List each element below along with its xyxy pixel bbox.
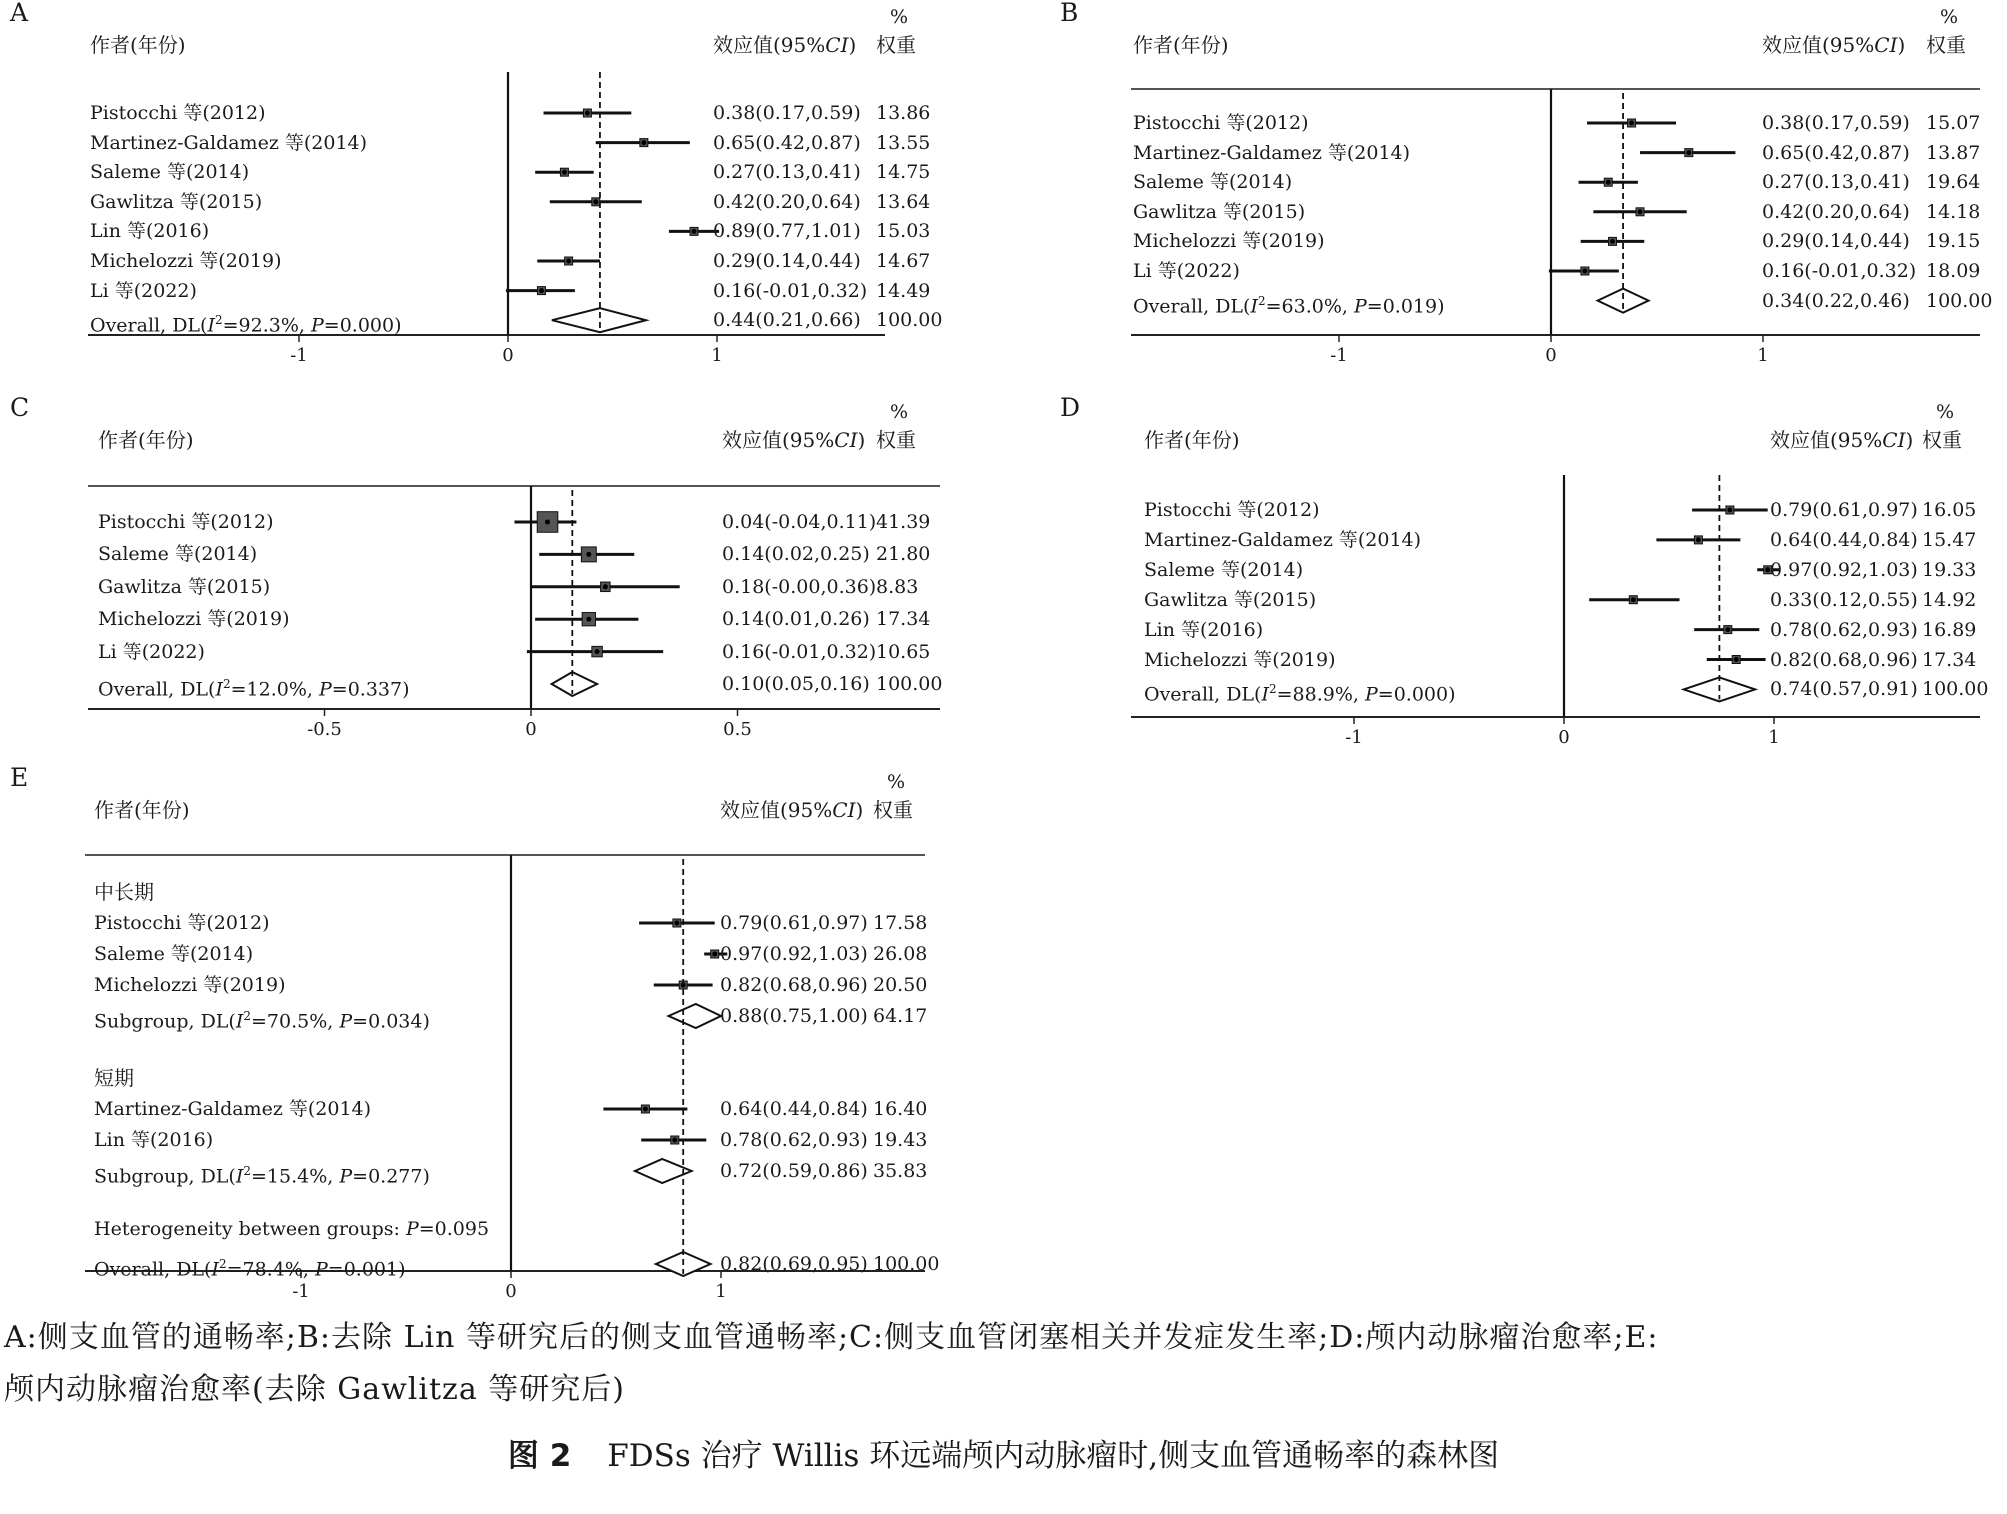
effect-header: 效应值(95%CI) [1770,428,1914,452]
weight-value: 14.92 [1922,588,1977,611]
weight-header: 权重 [876,428,916,452]
overall-label: Overall, $DL(I^2=92.3\%$, P=0.000) [90,313,402,337]
author-header: 作者(年份) [90,33,186,57]
weight-value: 13.87 [1926,141,1981,164]
x-tick-label: 1 [715,1281,727,1302]
weight-value: 26.08 [873,943,928,965]
percent-label: % [1936,401,1955,423]
weight-header: 权重 [1926,33,1966,57]
study-point-center [1629,121,1634,126]
study-point-center [641,140,646,145]
effect-ci-value: 0.65(0.42,0.87) [1762,141,1910,164]
weight-value: 14.75 [876,161,931,184]
weight-value: 20.50 [873,974,928,996]
author-header: 作者(年份) [98,428,194,452]
study-label: Saleme 等(2014) [1133,171,1293,194]
effect-ci-value: 0.18(-0.00,0.36) [722,575,877,598]
x-tick-label: 0 [525,719,537,740]
study-point-center [712,952,717,957]
weight-value: 18.09 [1926,260,1981,282]
effect-ci-value: 0.14(0.02,0.25) [722,543,870,566]
overall-label: Overall, $DL(I^2=12.0\%$, P=0.337) [98,677,410,701]
x-tick-label: 0.5 [723,719,752,740]
study-point-center [595,649,600,654]
study-label: Pistocchi 等(2012) [90,102,266,124]
weight-value: 35.83 [873,1160,928,1182]
study-label: Martinez-Galdamez 等(2014) [1144,528,1422,551]
forest-panel-a [0,0,960,380]
study-label: Michelozzi 等(2019) [1144,648,1336,671]
caption-line-2: 颅内动脉瘤治愈率(去除 Gawlitza 等研究后) [4,1372,625,1407]
study-point-center [545,520,550,525]
overall-label: Overall, $DL(I^2=78.4\%$, P=0.001) [94,1257,406,1281]
weight-value: 14.18 [1926,200,1981,223]
study-point-center [692,229,697,234]
study-point-center [603,584,608,589]
effect-ci-value: 0.97(0.92,1.03) [1770,558,1918,581]
weight-value: 64.17 [873,1005,928,1027]
study-label: Pistocchi 等(2012) [98,511,274,533]
effect-ci-value: 0.42(0.20,0.64) [1762,200,1910,223]
x-tick-label: -0.5 [307,719,342,740]
panel-letter: B [1060,0,1079,27]
subgroup-heading: 中长期 [94,880,154,904]
study-point-center [1696,537,1701,542]
panel-letter: C [10,393,30,422]
weight-value: 8.83 [876,575,919,598]
forest-panel-c [0,395,960,775]
x-tick-label: 1 [711,345,723,366]
study-point-center [1631,597,1636,602]
weight-value: 19.43 [873,1129,928,1151]
study-label: Michelozzi 等(2019) [94,974,286,996]
figure-title-text: FDSs 治疗 Willis 环远端颅内动脉瘤时,侧支血管通畅率的森林图 [607,1438,1500,1474]
weight-value: 100.00 [873,1253,940,1275]
x-tick-label: -1 [292,1281,310,1302]
forest-plot-svg [1050,395,2007,775]
effect-ci-value: 0.27(0.13,0.41) [1762,171,1910,194]
caption-line-1: A:侧支血管的通畅率;B:去除 Lin 等研究后的侧支血管通畅率;C:侧支血管闭塞相关并发症发生率;D:颅内动脉瘤治愈率;E: [4,1320,1659,1355]
subgroup-heading: 短期 [94,1066,134,1090]
study-label: Martinez-Galdamez 等(2014) [1133,141,1411,164]
weight-value: 16.89 [1922,618,1977,641]
study-point-center [1734,657,1739,662]
study-label: Gawlitza 等(2015) [98,575,271,598]
weight-header: 权重 [873,798,913,822]
overall-diamond [552,308,646,332]
weight-value: 19.64 [1926,171,1981,194]
study-label: Martinez-Galdamez 等(2014) [94,1098,372,1120]
effect-ci-value: 0.44(0.21,0.66) [713,309,861,332]
study-point-center [1582,269,1587,274]
effect-ci-value: 0.65(0.42,0.87) [713,131,861,154]
study-label: Li 等(2022) [1133,260,1240,282]
study-label: Gawlitza 等(2015) [1144,588,1317,611]
effect-ci-value: 0.64(0.44,0.84) [720,1098,868,1120]
effect-ci-value: 0.16(-0.01,0.32) [713,279,868,302]
percent-label: % [887,771,906,793]
effect-ci-value: 0.78(0.62,0.93) [720,1129,868,1151]
effect-ci-value: 0.16(-0.01,0.32) [1762,260,1917,282]
study-point-center [674,921,679,926]
effect-ci-value: 0.82(0.68,0.96) [1770,648,1918,671]
forest-panel-d [1050,395,2007,775]
weight-value: 15.03 [876,220,931,243]
weight-value: 17.34 [876,608,931,631]
effect-ci-value: 0.88(0.75,1.00) [720,1005,868,1027]
forest-panel-b [1050,0,2007,380]
effect-ci-value: 0.97(0.92,1.03) [720,943,868,965]
effect-header: 效应值(95%CI) [1762,33,1906,57]
weight-value: 19.33 [1922,558,1977,581]
weight-value: 15.07 [1926,112,1981,134]
subgroup-label: Subgroup, $DL(I^2=15.4\%$, P=0.277) [94,1164,430,1188]
study-point-center [539,288,544,293]
weight-value: 13.55 [876,131,931,154]
effect-ci-value: 0.79(0.61,0.97) [1770,499,1918,521]
panel-letter: E [10,763,29,792]
weight-value: 19.15 [1926,230,1981,253]
percent-label: % [890,6,909,28]
overall-diamond [552,672,597,696]
effect-header: 效应值(95%CI) [720,798,864,822]
effect-ci-value: 0.64(0.44,0.84) [1770,528,1918,551]
percent-label: % [1940,6,1959,28]
study-label: Li 等(2022) [98,640,205,663]
study-label: Michelozzi 等(2019) [90,250,282,272]
effect-ci-value: 0.74(0.57,0.91) [1770,678,1918,701]
study-label: Martinez-Galdamez 等(2014) [90,131,368,154]
x-tick-label: 0 [1558,727,1570,748]
author-header: 作者(年份) [94,798,190,822]
study-label: Lin 等(2016) [94,1129,214,1151]
weight-value: 10.65 [876,640,931,663]
weight-value: 14.67 [876,250,931,272]
study-point-center [1725,627,1730,632]
study-label: Pistocchi 等(2012) [94,912,270,934]
effect-ci-value: 0.78(0.62,0.93) [1770,618,1918,641]
study-label: Lin 等(2016) [1144,618,1264,641]
weight-value: 15.47 [1922,528,1977,551]
effect-ci-value: 0.29(0.14,0.44) [1762,230,1910,253]
x-tick-label: -1 [1330,345,1348,366]
weight-value: 16.05 [1922,499,1977,521]
weight-value: 100.00 [876,673,943,695]
weight-value: 17.34 [1922,648,1977,671]
study-label: Gawlitza 等(2015) [90,190,263,213]
author-header: 作者(年份) [1133,33,1229,57]
weight-header: 权重 [1922,428,1962,452]
weight-value: 21.80 [876,543,931,566]
overall-label: Overall, $DL(I^2=88.9\%$, P=0.000) [1144,682,1456,706]
x-tick-label: 0 [502,345,514,366]
subgroup-diamond [669,1004,722,1028]
x-tick-label: 0 [505,1281,517,1302]
study-point-center [1606,180,1611,185]
weight-value: 16.40 [873,1098,928,1120]
weight-value: 13.86 [876,102,931,124]
study-point-center [585,111,590,116]
study-label: Li 等(2022) [90,279,197,302]
effect-ci-value: 0.04(-0.04,0.11) [722,511,877,533]
study-point-center [1610,239,1615,244]
effect-ci-value: 0.38(0.17,0.59) [1762,112,1910,134]
study-label: Pistocchi 等(2012) [1133,112,1309,134]
effect-ci-value: 0.42(0.20,0.64) [713,190,861,213]
effect-ci-value: 0.79(0.61,0.97) [720,912,868,934]
study-label: Pistocchi 等(2012) [1144,499,1320,521]
figure-title [0,1436,2007,1476]
effect-ci-value: 0.27(0.13,0.41) [713,161,861,184]
study-label: Saleme 等(2014) [98,543,258,566]
x-tick-label: 0 [1545,345,1557,366]
study-label: Gawlitza 等(2015) [1133,200,1306,223]
subgroup-label: Subgroup, $DL(I^2=70.5\%$, P=0.034) [94,1009,430,1033]
weight-value: 100.00 [876,309,943,332]
effect-header: 效应值(95%CI) [722,428,866,452]
forest-panel-e [0,765,960,1305]
study-label: Saleme 等(2014) [90,161,250,184]
author-header: 作者(年份) [1144,428,1240,452]
x-tick-label: 1 [1768,727,1780,748]
weight-value: 14.49 [876,279,931,302]
effect-ci-value: 0.29(0.14,0.44) [713,250,861,272]
study-label: Michelozzi 等(2019) [98,608,290,631]
weight-value: 100.00 [1926,289,1993,312]
weight-value: 41.39 [876,511,931,533]
effect-ci-value: 0.14(0.01,0.26) [722,608,870,631]
study-point-center [593,199,598,204]
effect-ci-value: 0.89(0.77,1.01) [713,220,861,243]
panel-letter: A [10,0,29,27]
effect-ci-value: 0.34(0.22,0.46) [1762,289,1910,312]
effect-ci-value: 0.16(-0.01,0.32) [722,640,877,663]
study-point-center [566,259,571,264]
overall-label: Overall, $DL(I^2=63.0\%$, P=0.019) [1133,293,1445,317]
study-point-center [1727,508,1732,513]
effect-ci-value: 0.38(0.17,0.59) [713,102,861,124]
effect-ci-value: 0.72(0.59,0.86) [720,1160,868,1182]
study-point-center [562,170,567,175]
weight-value: 13.64 [876,190,931,213]
effect-ci-value: 0.10(0.05,0.16) [722,673,870,695]
study-point-center [586,617,591,622]
weight-value: 17.58 [873,912,928,934]
study-label: Michelozzi 等(2019) [1133,230,1325,253]
study-point-center [672,1138,677,1143]
effect-ci-value: 0.82(0.68,0.96) [720,974,868,996]
x-tick-label: -1 [290,345,308,366]
effect-header: 效应值(95%CI) [713,33,857,57]
study-label: Saleme 等(2014) [1144,558,1304,581]
x-tick-label: 1 [1757,345,1769,366]
effect-ci-value: 0.82(0.69,0.95) [720,1253,868,1275]
weight-value: 100.00 [1922,678,1989,701]
study-point-center [1686,150,1691,155]
study-point-center [586,552,591,557]
study-label: Saleme 等(2014) [94,943,254,965]
effect-ci-value: 0.33(0.12,0.55) [1770,588,1918,611]
figure-number: 图 2 [507,1438,572,1474]
study-label: Lin 等(2016) [90,220,210,243]
percent-label: % [890,401,909,423]
heterogeneity-note: Heterogeneity between groups: P=0.095 [94,1218,490,1240]
panel-letter: D [1060,393,1081,422]
study-point-center [643,1107,648,1112]
weight-header: 权重 [876,33,916,57]
x-tick-label: -1 [1345,727,1363,748]
study-point-center [1638,209,1643,214]
